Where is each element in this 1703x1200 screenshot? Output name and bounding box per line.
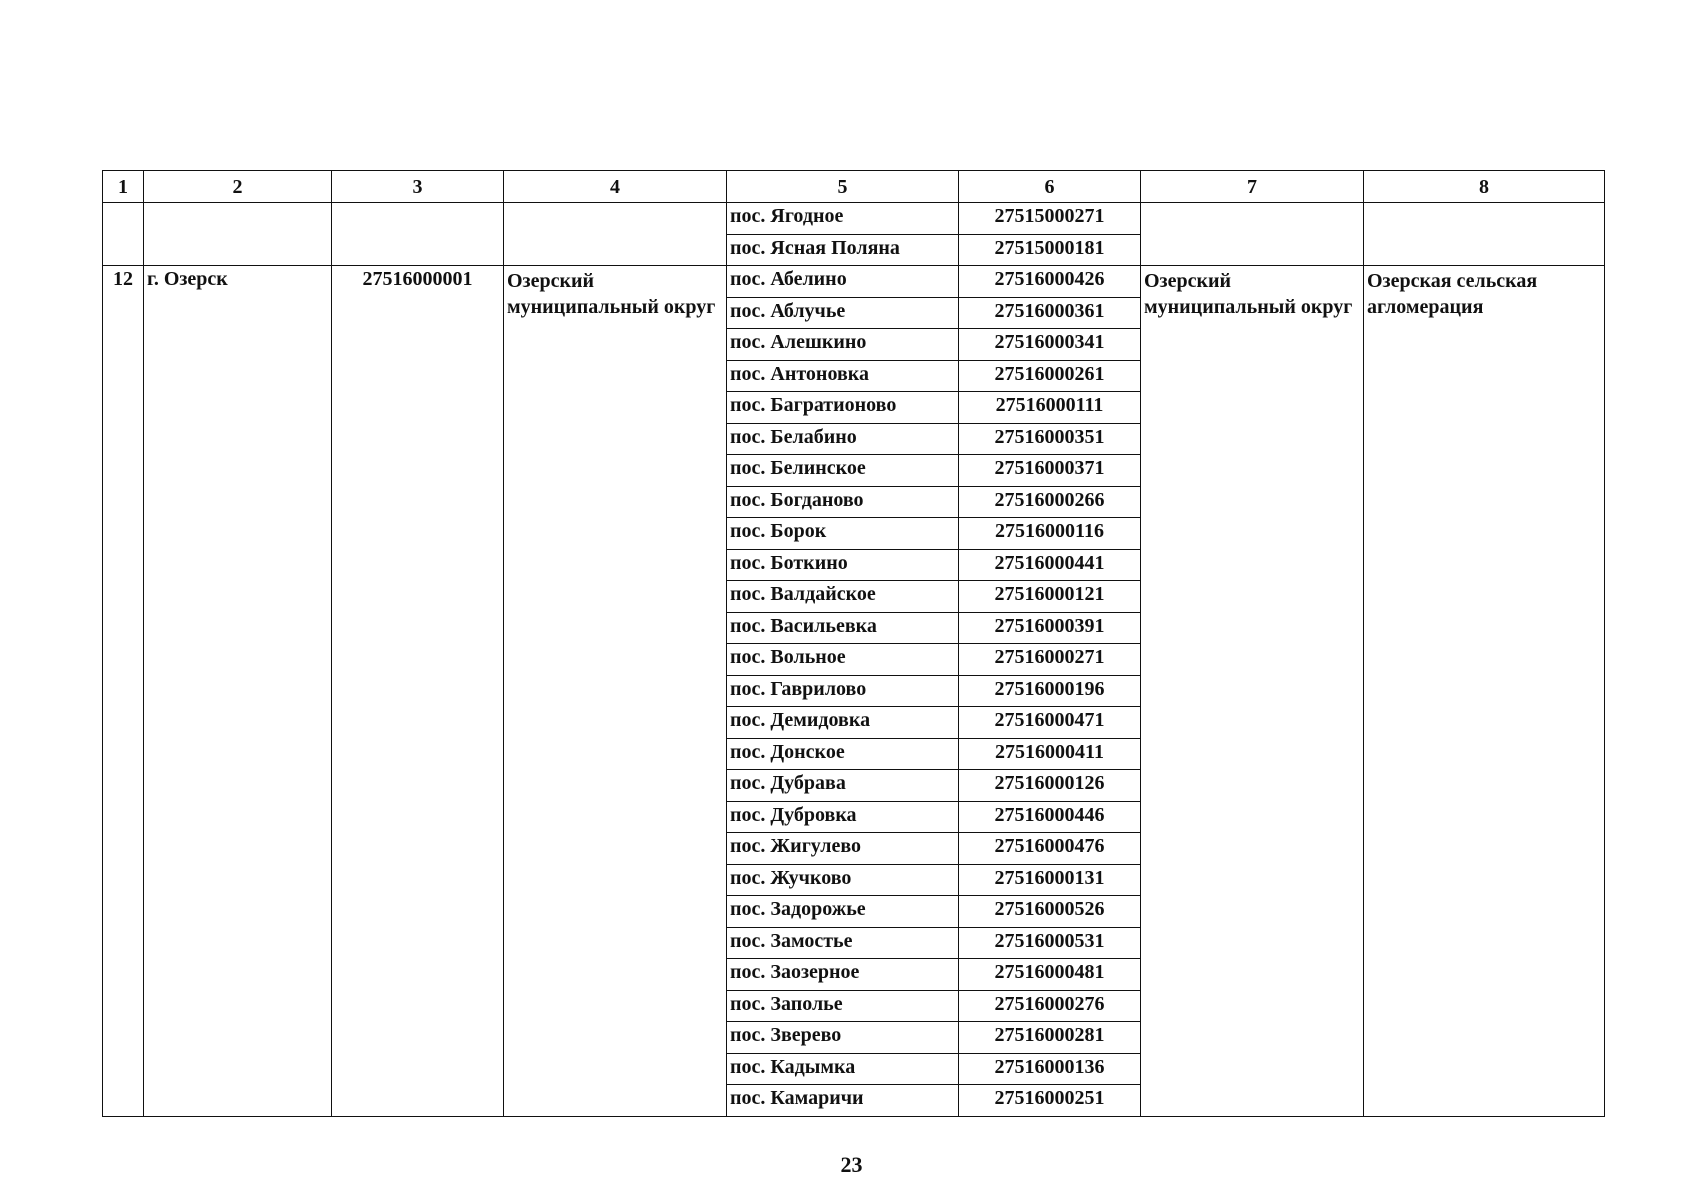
page-number: 23 — [840, 1152, 863, 1177]
column-header: 1 — [103, 171, 144, 203]
empty-cell — [1141, 203, 1364, 266]
column-header: 2 — [144, 171, 332, 203]
settlement-name: пос. Богданово — [727, 486, 959, 518]
settlement-code: 27516000131 — [959, 864, 1141, 896]
settlement-code: 27515000181 — [959, 234, 1141, 266]
settlements-table — [102, 170, 1605, 1117]
settlement-name: пос. Белинское — [727, 455, 959, 487]
settlement-name: пос. Камаричи — [727, 1085, 959, 1117]
settlement-name: пос. Васильевка — [727, 612, 959, 644]
settlement-code: 27516000341 — [959, 329, 1141, 361]
settlement-code: 27516000121 — [959, 581, 1141, 613]
settlement-name: пос. Дубровка — [727, 801, 959, 833]
settlement-code: 27516000411 — [959, 738, 1141, 770]
settlement-name: пос. Гаврилово — [727, 675, 959, 707]
settlement-name: пос. Демидовка — [727, 707, 959, 739]
settlement-code: 27516000391 — [959, 612, 1141, 644]
settlement-code: 27516000281 — [959, 1022, 1141, 1054]
column-header: 6 — [959, 171, 1141, 203]
settlement-name: пос. Абелино — [727, 266, 959, 298]
settlement-name: пос. Антоновка — [727, 360, 959, 392]
settlement-code: 27516000261 — [959, 360, 1141, 392]
settlement-name: пос. Вольное — [727, 644, 959, 676]
settlement-code: 27516000361 — [959, 297, 1141, 329]
settlement-name: пос. Багратионово — [727, 392, 959, 424]
empty-cell — [103, 203, 144, 266]
settlement-code: 27516000266 — [959, 486, 1141, 518]
settlement-code: 27516000531 — [959, 927, 1141, 959]
empty-cell — [144, 203, 332, 266]
empty-cell — [332, 203, 504, 266]
table-row — [103, 203, 1605, 235]
settlement-code: 27516000526 — [959, 896, 1141, 928]
table-body — [103, 203, 1605, 1117]
municipal-district: Озерский муниципальный округ — [504, 266, 727, 1117]
settlement-code: 27516000481 — [959, 959, 1141, 991]
settlement-name: пос. Ягодное — [727, 203, 959, 235]
municipal-formation: Озерский муниципальный округ — [1141, 266, 1364, 1117]
settlement-code: 27516000426 — [959, 266, 1141, 298]
settlement-code: 27516000446 — [959, 801, 1141, 833]
settlement-code: 27516000196 — [959, 675, 1141, 707]
settlement-name: пос. Алешкино — [727, 329, 959, 361]
settlement-name: пос. Заозерное — [727, 959, 959, 991]
settlement-name: пос. Жигулево — [727, 833, 959, 865]
column-header: 5 — [727, 171, 959, 203]
settlement-code: 27516000441 — [959, 549, 1141, 581]
settlement-name: пос. Аблучье — [727, 297, 959, 329]
settlement-code: 27515000271 — [959, 203, 1141, 235]
table-row — [103, 266, 1605, 298]
row-number: 12 — [103, 266, 144, 1117]
header-row — [103, 171, 1605, 203]
settlement-name: пос. Зверево — [727, 1022, 959, 1054]
agglomeration: Озерская сельская агломерация — [1364, 266, 1605, 1117]
settlement-name: пос. Валдайское — [727, 581, 959, 613]
settlement-name: пос. Жучково — [727, 864, 959, 896]
column-header: 7 — [1141, 171, 1364, 203]
column-header: 8 — [1364, 171, 1605, 203]
settlement-name: пос. Боткино — [727, 549, 959, 581]
settlement-code: 27516000251 — [959, 1085, 1141, 1117]
settlement-name: пос. Белабино — [727, 423, 959, 455]
city-code: 27516000001 — [332, 266, 504, 1117]
column-header: 4 — [504, 171, 727, 203]
settlement-code: 27516000111 — [959, 392, 1141, 424]
settlement-name: пос. Заполье — [727, 990, 959, 1022]
city-name: г. Озерск — [144, 266, 332, 1117]
settlement-code: 27516000126 — [959, 770, 1141, 802]
settlement-code: 27516000476 — [959, 833, 1141, 865]
settlement-code: 27516000276 — [959, 990, 1141, 1022]
settlement-name: пос. Донское — [727, 738, 959, 770]
settlement-name: пос. Дубрава — [727, 770, 959, 802]
settlement-code: 27516000471 — [959, 707, 1141, 739]
settlement-name: пос. Ясная Поляна — [727, 234, 959, 266]
column-header: 3 — [332, 171, 504, 203]
settlement-code: 27516000136 — [959, 1053, 1141, 1085]
settlement-name: пос. Замостье — [727, 927, 959, 959]
empty-cell — [1364, 203, 1605, 266]
settlement-code: 27516000271 — [959, 644, 1141, 676]
settlement-code: 27516000371 — [959, 455, 1141, 487]
settlement-code: 27516000351 — [959, 423, 1141, 455]
settlement-name: пос. Кадымка — [727, 1053, 959, 1085]
table-header — [103, 171, 1605, 203]
empty-cell — [504, 203, 727, 266]
settlement-name: пос. Борок — [727, 518, 959, 550]
settlement-name: пос. Задорожье — [727, 896, 959, 928]
settlement-code: 27516000116 — [959, 518, 1141, 550]
